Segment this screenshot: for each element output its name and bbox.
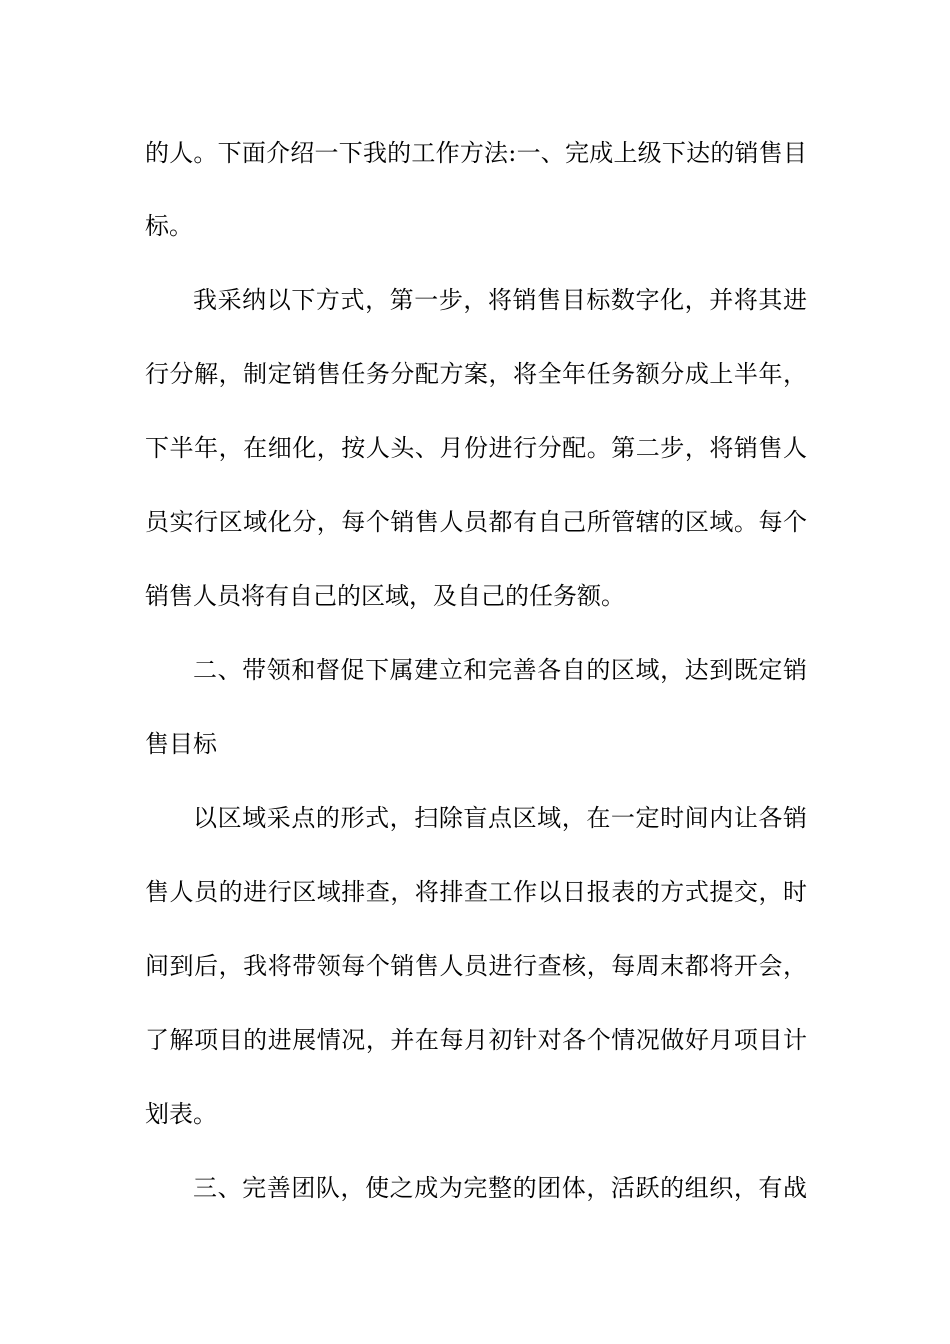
text-line: 二、带领和督促下属建立和完善各自的区域，达到既定销 — [193, 656, 807, 684]
text-line: 间到后，我将带领每个销售人员进行查核，每周末都将开会， — [145, 952, 807, 980]
text-line: 行分解，制定销售任务分配方案，将全年任务额分成上半年， — [145, 360, 807, 388]
text-line: 了解项目的进展情况，并在每月初针对各个情况做好月项目计 — [145, 1026, 807, 1054]
text-line: 售人员的进行区域排查，将排查工作以日报表的方式提交，时 — [145, 878, 807, 906]
text-line: 销售人员将有自己的区域，及自己的任务额。 — [145, 582, 625, 610]
text-line: 我采纳以下方式，第一步，将销售目标数字化，并将其进 — [193, 286, 807, 314]
text-line: 售目标 — [145, 730, 217, 758]
text-line: 的人。下面介绍一下我的工作方法:一、完成上级下达的销售目 — [145, 139, 807, 167]
text-line: 下半年，在细化，按人头、月份进行分配。第二步，将销售人 — [145, 434, 807, 462]
text-line: 标。 — [145, 212, 193, 240]
text-line: 员实行区域化分，每个销售人员都有自己所管辖的区域。每个 — [145, 508, 807, 536]
text-line: 三、完善团队，使之成为完整的团体，活跃的组织，有战 — [193, 1174, 807, 1202]
text-line: 以区域采点的形式，扫除盲点区域，在一定时间内让各销 — [193, 804, 807, 832]
text-line: 划表。 — [145, 1100, 217, 1128]
